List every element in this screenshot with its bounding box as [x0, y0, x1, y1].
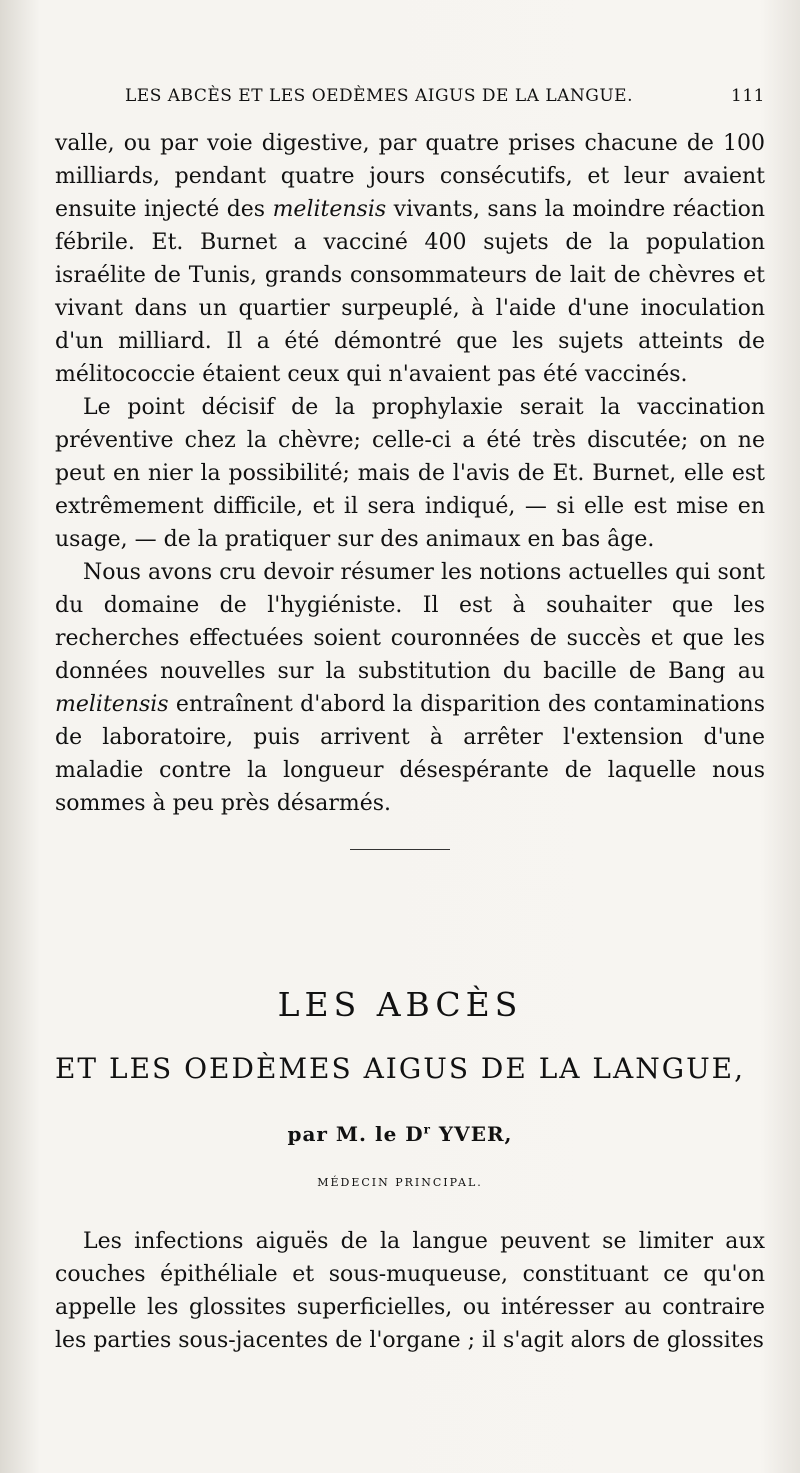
running-head: [125, 86, 765, 106]
paragraph-1: valle, ou par voie digestive, par quatre prises chacune de 100 milliards, pendant quatre jours consécutifs, et leur avaient ensuite injecté des melitensis vivants, sans la moindre réaction fébrile. Et. Burnet a vacciné 400 sujets de la population israélite de Tunis, grands consommateurs de lait de chèvres et vivant dans un quartier surpeuplé, à l'aide d'une inoculation d'un milliard. Il a été démontré que les sujets atteints de mélitococcie étaient ceux qui n'avaient pas été vaccinés.: [55, 131, 765, 387]
italic-term: melitensis: [272, 197, 387, 222]
paragraph-3: Nous avons cru devoir résumer les notions actuelles qui sont du domaine de l'hygiéniste. Il est à souhaiter que les recherches effectuées soient couronnées de succès et que les données nouvelles sur la substitution du bacille de Bang au melitensis entraînent d'abord la disparition des contaminations de laboratoire, puis arrivent à arrêter l'extension d'une maladie contre la longueur désespérante de laquelle nous sommes à peu près désarmés.: [55, 560, 765, 816]
page-number: 111: [731, 86, 765, 106]
article-title-line-1: LES ABCÈS: [277, 985, 523, 1024]
author-rank: MÉDECIN PRINCIPAL.: [317, 1176, 483, 1189]
continued-text: [55, 127, 765, 820]
author-byline: par M. le $D^r$ YVER,: [287, 1122, 513, 1146]
article-title-line-2: ET LES OEDÈMES AIGUS DE LA LANGUE,: [54, 1052, 746, 1085]
article-body: [55, 1225, 765, 1357]
paragraph-2: Le point décisif de la prophylaxie serait la vaccination préventive chez la chèvre; celle-ci a été très discutée; on ne peut en nier la possibilité; mais de l'avis de Et. Burnet, elle est extrêmement difficile, et il sera indiqué, — si elle est mise en usage, — de la pratiquer sur des animaux en bas âge.: [55, 395, 765, 552]
running-title: LES ABCÈS ET LES OEDÈMES AIGUS DE LA LANGUE.: [125, 86, 633, 106]
section-divider: [350, 849, 450, 850]
italic-term: melitensis: [55, 692, 169, 717]
intro-paragraph: Les infections aiguës de la langue peuvent se limiter aux couches épithéliale et sous-muqueuse, constituant ce qu'on appelle les glossites superficielles, ou intéresser au contraire les parties sous-jacentes de l'organe ; il s'agit alors de glossites: [55, 1229, 765, 1353]
